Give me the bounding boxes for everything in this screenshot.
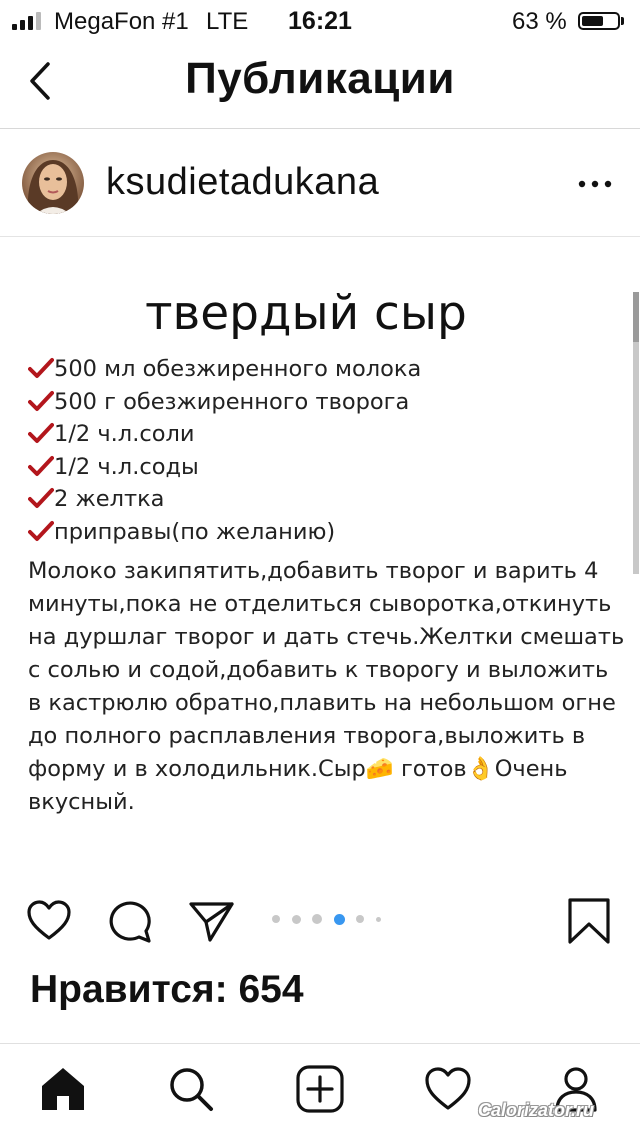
carousel-dot bbox=[356, 915, 364, 923]
list-item bbox=[28, 356, 588, 389]
ingredient-list bbox=[28, 356, 588, 551]
check-mark-icon bbox=[28, 422, 54, 444]
battery-tip bbox=[621, 17, 624, 25]
battery-percent: 63 % bbox=[512, 8, 567, 35]
ok-hand-emoji-icon: 👌 bbox=[466, 756, 495, 782]
ingredient-text: 500 г обезжиренного творога bbox=[54, 388, 410, 415]
check-mark-icon bbox=[28, 357, 54, 379]
search-icon[interactable] bbox=[166, 1064, 216, 1114]
network-type: LTE bbox=[206, 8, 249, 35]
carousel-dot bbox=[292, 915, 301, 924]
avatar[interactable] bbox=[22, 152, 84, 214]
clock: 16:21 bbox=[288, 7, 352, 35]
ingredient-text: 2 желтка bbox=[54, 486, 165, 512]
page-title: Публикации bbox=[185, 54, 455, 103]
carousel-dot bbox=[272, 915, 280, 923]
list-item bbox=[28, 389, 588, 422]
scrollbar-thumb[interactable] bbox=[633, 292, 639, 342]
status-bar bbox=[0, 0, 640, 44]
new-post-icon[interactable] bbox=[295, 1064, 345, 1114]
carousel-dot-active bbox=[334, 914, 345, 925]
carousel-dot bbox=[376, 917, 381, 922]
profile-divider bbox=[0, 236, 640, 237]
ingredient-text: 1/2 ч.л.соли bbox=[54, 421, 195, 447]
username[interactable]: ksudietadukana bbox=[106, 161, 380, 203]
check-mark-icon bbox=[28, 390, 54, 412]
activity-heart-icon[interactable] bbox=[423, 1064, 473, 1114]
bookmark-icon[interactable] bbox=[566, 898, 612, 944]
carrier-name: MegaFon #1 bbox=[54, 8, 189, 35]
recipe-instructions bbox=[28, 555, 628, 819]
comment-icon[interactable] bbox=[108, 898, 154, 944]
share-direct-icon[interactable] bbox=[188, 898, 234, 944]
instructions-text-ready: готов bbox=[393, 756, 467, 782]
avatar-photo-icon bbox=[22, 152, 84, 214]
list-item bbox=[28, 421, 588, 454]
more-options-icon[interactable] bbox=[578, 180, 612, 188]
check-mark-icon bbox=[28, 520, 54, 542]
post-title: твердый сыр bbox=[145, 286, 467, 341]
carousel-indicator bbox=[272, 913, 392, 925]
carousel-dot bbox=[312, 914, 322, 924]
likes-count[interactable]: Нравится: 654 bbox=[30, 968, 304, 1011]
ingredient-text: 1/2 ч.л.соды bbox=[54, 453, 199, 480]
watermark: Calorizator.ru bbox=[478, 1100, 595, 1120]
battery-icon bbox=[578, 12, 620, 30]
instructions-text-end: Очень вкусный. bbox=[28, 756, 568, 815]
cheese-emoji-icon: 🧀 bbox=[365, 756, 394, 782]
check-mark-icon bbox=[28, 455, 54, 477]
list-item bbox=[28, 519, 588, 552]
list-item bbox=[28, 454, 588, 487]
list-item bbox=[28, 486, 588, 519]
home-icon[interactable] bbox=[38, 1064, 88, 1114]
battery-level bbox=[582, 16, 603, 26]
header-divider bbox=[0, 128, 640, 129]
ingredient-text: 500 мл обезжиренного молока bbox=[54, 356, 422, 382]
like-heart-icon[interactable] bbox=[26, 898, 72, 944]
instructions-text: Молоко закипятить,добавить творог и варить 4 минуты,пока не отделиться сыворотка,откинуть на дуршлаг творог и дать стечь.Желтки смешать с солью и содой,добавить к творогу и выложить в кастрюлю обратно,плавить на небольшом огне до полного расплавления творога,выложить в форму и в холодильник.Сыр bbox=[28, 558, 625, 782]
ingredient-text: приправы(по желанию) bbox=[54, 518, 336, 545]
check-mark-icon bbox=[28, 487, 54, 509]
